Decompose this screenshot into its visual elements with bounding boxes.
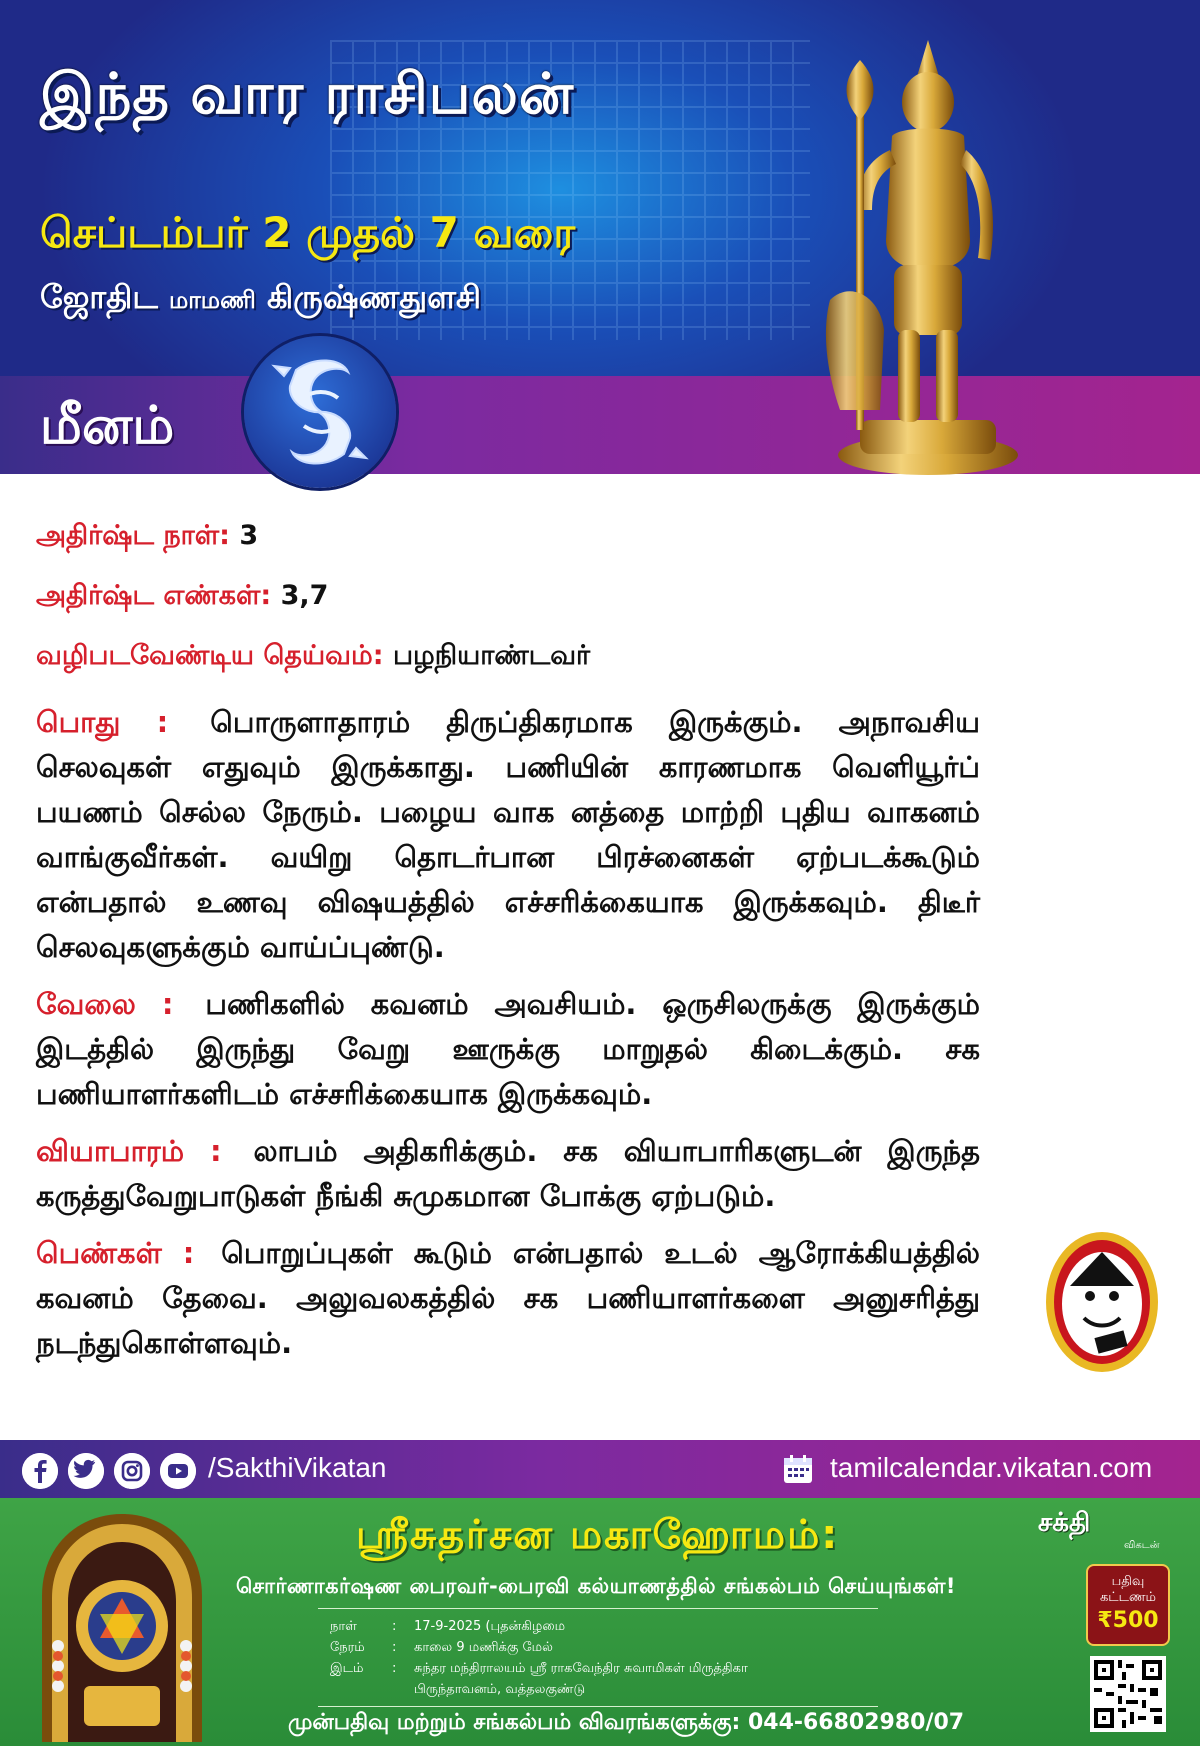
lucky-numbers-label: அதிர்ஷ்ட எண்கள்:: [36, 580, 272, 611]
lucky-day-label: அதிர்ஷ்ட நாள்:: [36, 520, 230, 551]
deity-row: [36, 640, 980, 674]
section-general: [36, 700, 980, 970]
social-bar: [0, 1440, 1200, 1498]
facebook-icon[interactable]: [22, 1453, 58, 1489]
website-link[interactable]: tamilcalendar.vikatan.com: [830, 1452, 1153, 1483]
horoscope-content: [36, 520, 980, 1378]
sakthi-vikatan-logo: சக்தி: [1038, 1508, 1091, 1538]
detail-key: [330, 1679, 392, 1700]
detail-row-place: இடம் : சுந்தர மந்திராலயம் ஸ்ரீ ராகவேந்திர சுவாமிகள் மிருத்திகா: [330, 1658, 748, 1679]
calendar-icon: [782, 1453, 814, 1485]
detail-value: 17-9-2025 (புதன்கிழமை: [414, 1619, 566, 1634]
detail-key: இடம்: [330, 1661, 364, 1676]
fee-badge: [1086, 1564, 1170, 1646]
section-business: [36, 1129, 980, 1219]
vikatan-logo: [1044, 1230, 1160, 1374]
lucky-day-row: [36, 520, 980, 554]
ad-divider: [318, 1706, 878, 1707]
detail-value: சுந்தர மந்திராலயம் ஸ்ரீ ராகவேந்திர சுவாமிகள் மிருத்திகா: [414, 1661, 748, 1676]
section-text: பொருளாதாரம் திருப்திகரமாக இருக்கும். அநாவசிய செலவுகள் எதுவும் இருக்காது. பணியின் காரணமாக வெளியூர்ப் பயணம் செல்ல நேரும். பழைய வாக னத்தை மாற்றி புதிய வாகனம் வாங்குவீர்கள். வயிறு தொடர்பான பிரச்னைகள் ஏற்படக்கூடும் என்பதால் உணவு விஷயத்தில் எச்சரிக்கையாக இருக்கவும். திடீர் செலவுகளுக்கும் வாய்ப்புண்டு.: [36, 705, 980, 964]
astrologer-prefix: ஜோதிட: [40, 278, 158, 316]
detail-row-time: நேரம் : காலை 9 மணிக்கு மேல்: [330, 1637, 748, 1658]
homam-advertisement: [0, 1498, 1200, 1746]
detail-key: நாள்: [330, 1619, 357, 1634]
deity-label: வழிபடவேண்டிய தெய்வம்:: [36, 640, 384, 671]
section-label: வியாபாரம் :: [36, 1134, 222, 1168]
date-range: செப்டம்பர் 2 முதல் 7 வரை: [40, 208, 576, 257]
ad-divider: [318, 1608, 878, 1609]
detail-value: பிருந்தாவனம், வத்தலகுண்டு: [414, 1682, 586, 1697]
social-handle[interactable]: /SakthiVikatan: [208, 1452, 387, 1483]
lucky-day-value: 3: [239, 520, 259, 551]
pisces-icon: [244, 336, 396, 488]
murugan-statue-image: [820, 40, 1050, 480]
section-work: [36, 982, 980, 1117]
section-label: பொது :: [36, 705, 169, 739]
detail-row-place-cont: [330, 1679, 748, 1700]
ad-subtitle: சொர்ணாகர்ஷண பைரவர்-பைரவி கல்யாணத்தில் சங்கல்பம் செய்யுங்கள்!: [236, 1574, 956, 1598]
detail-row-date: நாள் : 17-9-2025 (புதன்கிழமை: [330, 1616, 748, 1637]
section-women: [36, 1231, 980, 1366]
deity-image: [32, 1506, 212, 1742]
section-label: வேலை :: [36, 987, 174, 1021]
lucky-numbers-row: [36, 580, 980, 614]
instagram-icon[interactable]: [114, 1453, 150, 1489]
section-label: பெண்கள் :: [36, 1236, 195, 1270]
section-text: பொறுப்புகள் கூடும் என்பதால் உடல் ஆரோக்கியத்தில் கவனம் தேவை. அலுவலகத்தில் சக பணியாளர்களை அனுசரித்து நடந்துகொள்ளவும்.: [36, 1236, 980, 1360]
youtube-icon[interactable]: [160, 1453, 196, 1489]
ad-details: [330, 1616, 748, 1700]
qr-code[interactable]: [1090, 1656, 1166, 1732]
section-text: லாபம் அதிகரிக்கும். சக வியாபாரிகளுடன் இருந்த கருத்துவேறுபாடுகள் நீங்கி சுமுகமான போக்கு ஏற்படும்.: [36, 1134, 980, 1213]
fee-label-1: பதிவு: [1111, 1574, 1145, 1589]
vikatan-wordmark: விகடன்: [1124, 1540, 1160, 1551]
lucky-numbers-value: 3,7: [280, 580, 329, 611]
detail-value: காலை 9 மணிக்கு மேல்: [414, 1640, 553, 1655]
sign-name: மீனம்: [40, 396, 175, 456]
astrologer-title: மாமணி: [168, 286, 256, 314]
twitter-icon[interactable]: [68, 1453, 104, 1489]
fee-amount: ₹500: [1097, 1608, 1159, 1633]
ad-title: ஸ்ரீசுதர்சன மகாஹோமம்:: [356, 1512, 840, 1558]
section-text: பணிகளில் கவனம் அவசியம். ஒருசிலருக்கு இருக்கும் இடத்தில் இருந்து வேறு ஊருக்கு மாறுதல் கிடைக்கும். சக பணியாளர்களிடம் எச்சரிக்கையாக இருக்கவும்.: [36, 987, 980, 1111]
deity-value: பழநியாண்டவர்: [392, 640, 591, 671]
ad-contact: முன்பதிவு மற்றும் சங்கல்பம் விவரங்களுக்கு: 044-66802980/07: [288, 1710, 965, 1735]
astrologer-name: கிருஷ்ணதுளசி: [266, 278, 482, 316]
fee-label-2: கட்டணம்: [1099, 1590, 1156, 1605]
astrologer-credit: [40, 278, 481, 320]
detail-key: நேரம்: [330, 1640, 365, 1655]
page-title: இந்த வார ராசிபலன்: [40, 62, 575, 127]
